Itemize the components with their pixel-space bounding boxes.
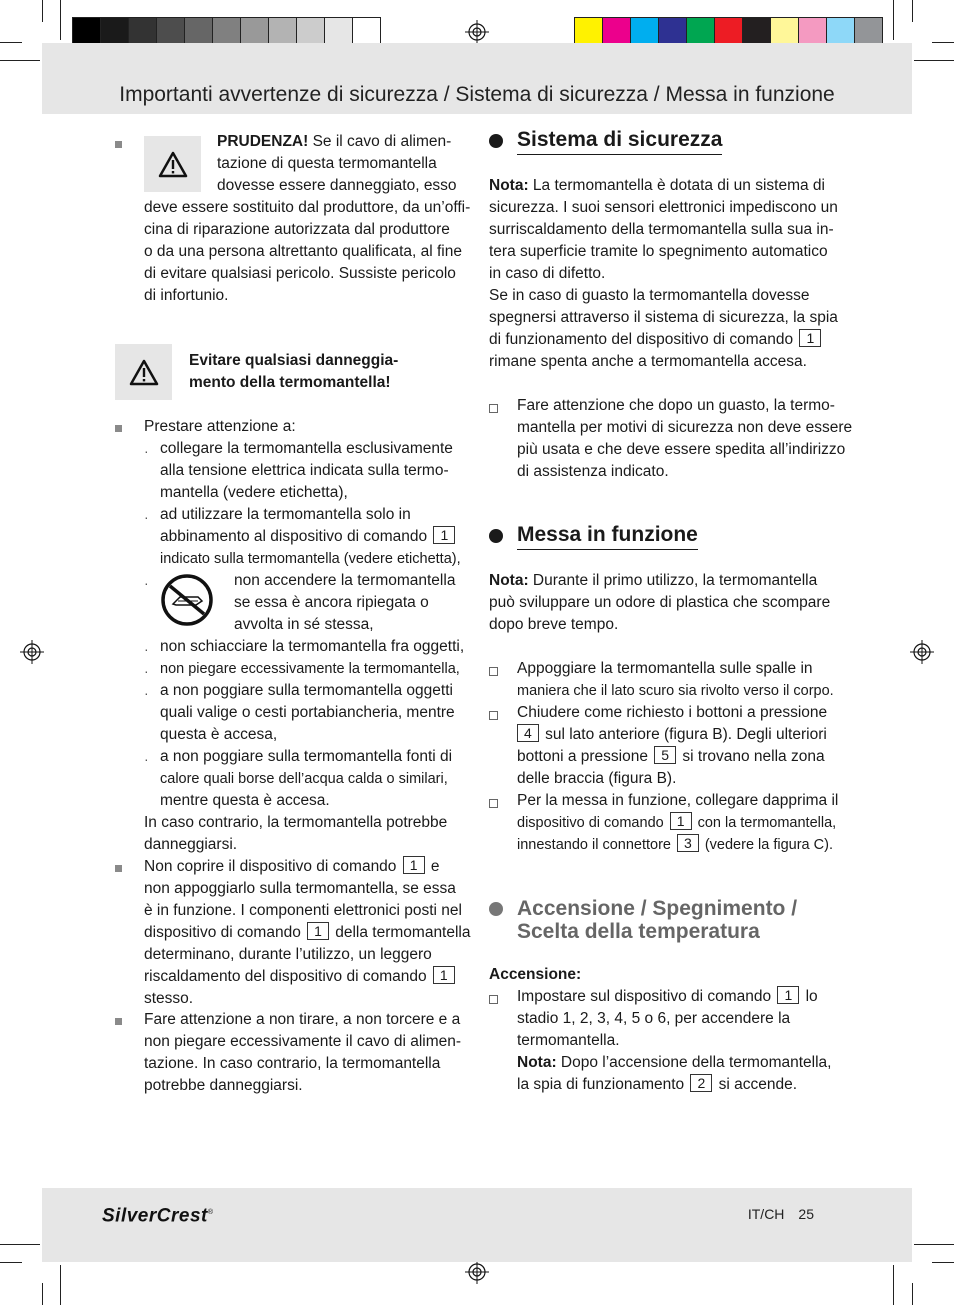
warning-box bbox=[115, 344, 172, 400]
color-swatch bbox=[296, 17, 325, 46]
attention-item: collegare la termomantella esclusivamente alla tensione elettrica indicata sulla termo- mantella (vedere etichetta), bbox=[160, 440, 453, 501]
list-dot: · bbox=[144, 575, 149, 591]
crop-mark bbox=[0, 1244, 40, 1245]
power-step: Impostare sul dispositivo di comando 1 lo stadio 1, 2, 3, 4, 5 o 6, per accendere la termomantella. Nota: Dopo l’accensione della termomantella, la spia di funzionamento 2 si accende. bbox=[517, 987, 832, 1093]
registration-mark-icon bbox=[20, 640, 44, 664]
no-folded-blanket-icon bbox=[160, 573, 214, 627]
grayscale-bar bbox=[72, 17, 380, 46]
list-dot: · bbox=[144, 443, 149, 459]
cover-paragraph: Non coprire il dispositivo di comando 1 e non appoggiarlo sulla termomantella, se essa è in funzione. I componenti elettronici posti nel dispositivo di comando 1 della termomantella determinano, durante l’utilizzo, un leggero riscaldamento del dispositivo di comando 1 stesso. bbox=[144, 857, 471, 1007]
color-swatch bbox=[770, 17, 799, 46]
crop-mark bbox=[893, 1265, 894, 1305]
page-title: Importanti avvertenze di sicurezza / Sistema di sicurezza / Messa in funzione bbox=[119, 83, 835, 106]
page-footer bbox=[42, 1188, 912, 1262]
crop-mark bbox=[0, 60, 40, 61]
section-title-safety-system: Sistema di sicurezza bbox=[517, 128, 722, 155]
attention-item: ad utilizzare la termomantella solo in abbinamento al dispositivo di comando 1 indicato sulla termomantella (vedere etichetta), bbox=[160, 506, 461, 567]
silvercrest-logo: SilverCrest® bbox=[102, 1205, 214, 1227]
safety-system-text: Nota: La termomantella è dotata di un sistema di sicurezza. I suoi sensori elettronici impediscono un surriscaldamento della termomantella sulla sua in- tera superficie tramite lo spegnimento automatico in caso di difetto. Se in caso di guasto la termomantella dovesse spegnersi attraverso il sistema di sicurezza, la spia di funzionamento del dispositivo di comando 1 rimane spenta anche a termomantella accesa. bbox=[489, 177, 838, 370]
page-number: 25 bbox=[798, 1206, 814, 1222]
list-square bbox=[115, 1018, 122, 1025]
crop-mark bbox=[42, 0, 43, 22]
crop-mark bbox=[60, 1265, 61, 1305]
attention-item: a non poggiare sulla termomantella fonti di calore quali borse dell’acqua calda o similari, mentre questa è accesa. bbox=[160, 748, 453, 809]
color-swatch bbox=[742, 17, 771, 46]
checkbox-square bbox=[489, 404, 498, 413]
color-swatch bbox=[658, 17, 687, 46]
warning-box bbox=[144, 136, 201, 192]
registration-mark-icon bbox=[465, 20, 489, 44]
registration-mark-icon bbox=[465, 1260, 489, 1284]
page-info bbox=[748, 1203, 814, 1225]
crop-mark bbox=[932, 42, 954, 43]
checkbox-square bbox=[489, 995, 498, 1004]
color-swatch bbox=[854, 17, 883, 46]
color-swatch bbox=[100, 17, 129, 46]
list-dot: · bbox=[144, 685, 149, 701]
color-swatch bbox=[240, 17, 269, 46]
crop-mark bbox=[912, 1283, 913, 1305]
color-swatch bbox=[324, 17, 353, 46]
crop-mark bbox=[932, 1262, 954, 1263]
crop-mark bbox=[60, 0, 61, 40]
color-swatch bbox=[156, 17, 185, 46]
checkbox-square bbox=[489, 667, 498, 676]
color-swatch bbox=[184, 17, 213, 46]
crop-mark bbox=[893, 0, 894, 40]
section-bullet bbox=[489, 134, 503, 148]
color-swatch bbox=[128, 17, 157, 46]
section-title-startup: Messa in funzione bbox=[517, 523, 698, 550]
color-swatch bbox=[212, 17, 241, 46]
attention-item: a non poggiare sulla termomantella oggetti quali valige o cesti portabiancheria, mentre questa è accesa, bbox=[160, 682, 455, 743]
list-dot: · bbox=[144, 641, 149, 657]
section-title-power: Accensione / Spegnimento / Scelta della temperatura bbox=[517, 897, 798, 943]
attention-item: non piegare eccessivamente la termomantella, bbox=[160, 661, 460, 677]
startup-step: Per la messa in funzione, collegare dapprima il dispositivo di comando 1 con la termomantella, innestando il connettore 3 (vedere la figura C). bbox=[517, 792, 839, 853]
crop-mark bbox=[912, 0, 913, 22]
attention-intro: Prestare attenzione a: bbox=[144, 418, 296, 435]
page-header bbox=[42, 43, 912, 114]
crop-mark bbox=[914, 1244, 954, 1245]
checkbox-square bbox=[489, 799, 498, 808]
color-swatch bbox=[686, 17, 715, 46]
attention-outro: In caso contrario, la termomantella potrebbe danneggiarsi. bbox=[144, 814, 448, 853]
color-swatch bbox=[630, 17, 659, 46]
color-swatch bbox=[574, 17, 603, 46]
color-swatch bbox=[602, 17, 631, 46]
warning-text-1-cont: deve essere sostituito dal produttore, da un’offi- cina di riparazione autorizzata dal produttore o da una persona altrettanto qualificata, al fine di evitare qualsiasi pericolo. Sussiste pericolo di infortunio. bbox=[144, 199, 471, 304]
color-swatch bbox=[72, 17, 101, 46]
color-swatch bbox=[826, 17, 855, 46]
attention-item: non accendere la termomantella se essa è ancora ripiegata o avvolta in sé stessa, bbox=[234, 572, 456, 633]
list-square bbox=[115, 141, 122, 148]
crop-mark bbox=[914, 60, 954, 61]
warning-triangle-icon bbox=[129, 359, 159, 386]
list-dot: · bbox=[144, 751, 149, 767]
power-subtitle: Accensione: bbox=[489, 966, 582, 983]
crop-mark bbox=[42, 1283, 43, 1305]
color-bar bbox=[574, 17, 882, 46]
list-square bbox=[115, 425, 122, 432]
color-swatch bbox=[268, 17, 297, 46]
checkbox-square bbox=[489, 711, 498, 720]
crop-mark bbox=[0, 1262, 22, 1263]
language-code: IT/CH bbox=[747, 1206, 785, 1222]
list-dot: · bbox=[144, 663, 149, 679]
crop-mark bbox=[0, 42, 22, 43]
list-square bbox=[115, 865, 122, 872]
safety-system-note: Fare attenzione che dopo un guasto, la termo- mantella per motivi di sicurezza non deve essere più usata e che deve essere spedita all’indirizzo di assistenza indicato. bbox=[517, 397, 853, 480]
startup-step: Appoggiare la termomantella sulle spalle in maniera che il lato scuro sia rivolto verso il corpo. bbox=[517, 660, 834, 699]
section-bullet bbox=[489, 529, 503, 543]
registration-mark-icon bbox=[910, 640, 934, 664]
section-bullet bbox=[489, 902, 503, 916]
list-dot: · bbox=[144, 509, 149, 525]
warning-text-2: Evitare qualsiasi danneggia- mento della termomantella! bbox=[189, 352, 399, 391]
startup-step: Chiudere come richiesto i bottoni a pressione 4 sul lato anteriore (figura B). Degli ulteriori bottoni a pressione 5 si trovano nella zona delle braccia (figura B). bbox=[517, 704, 828, 787]
warning-triangle-icon bbox=[158, 151, 188, 178]
cable-paragraph: Fare attenzione a non tirare, a non torcere e a non piegare eccessivamente il cavo di alimen- tazione. In caso contrario, la termomantella potrebbe danneggiarsi. bbox=[144, 1011, 462, 1094]
color-swatch bbox=[714, 17, 743, 46]
color-swatch bbox=[352, 17, 381, 46]
startup-note: Nota: Durante il primo utilizzo, la termomantella può sviluppare un odore di plastica che scompare dopo breve tempo. bbox=[489, 572, 831, 633]
color-swatch bbox=[798, 17, 827, 46]
warning-text-1: PRUDENZA! Se il cavo di alimen- tazione di questa termomantella dovesse essere danneggiato, esso bbox=[217, 133, 457, 194]
attention-item: non schiacciare la termomantella fra oggetti, bbox=[160, 638, 465, 655]
